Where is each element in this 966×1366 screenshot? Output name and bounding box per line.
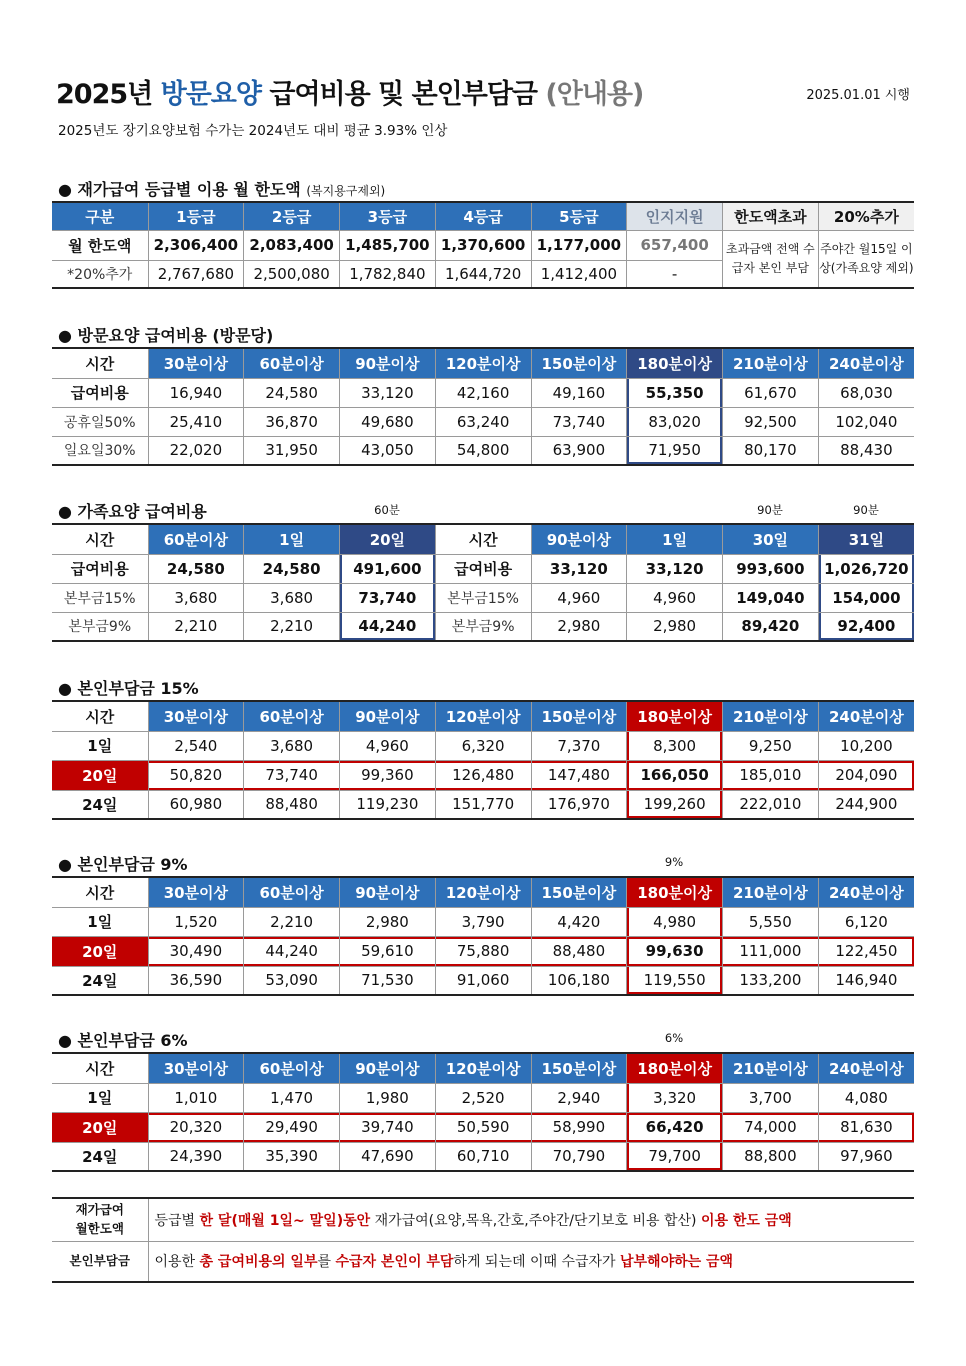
row-label: 24일 xyxy=(52,966,148,995)
header-cell: 3등급 xyxy=(340,202,436,230)
header-cell: 30분이상 xyxy=(148,877,244,907)
table-cell-selected: 92,400 xyxy=(818,612,914,641)
table-cell: 146,940 xyxy=(818,966,914,995)
table-cell-selected: 199,260 xyxy=(627,790,723,819)
section-note: (복지용구제외) xyxy=(306,184,386,198)
definitions-table xyxy=(52,1197,914,1283)
table-cell: 24,580 xyxy=(244,378,340,407)
header-cell: 구분 xyxy=(52,202,148,230)
table-cell: 1,782,840 xyxy=(340,260,436,288)
header-cell: 1일 xyxy=(627,524,723,554)
table-cell: 147,480 xyxy=(531,760,627,790)
header-cell-selected: 20일 xyxy=(340,524,436,554)
table-cell: 1,470 xyxy=(244,1083,340,1112)
table-row xyxy=(52,1142,914,1171)
header-cell: 120분이상 xyxy=(435,877,531,907)
table-cell: 39,740 xyxy=(340,1112,436,1142)
visit-cost-table xyxy=(52,347,914,466)
table-cell: 2,540 xyxy=(148,731,244,760)
header-cell-selected: 31일 xyxy=(818,524,914,554)
row-label: 1일 xyxy=(52,1083,148,1112)
table-cell: 73,740 xyxy=(531,407,627,436)
row-label: 공휴일50% xyxy=(52,407,148,436)
header-cell: 120분이상 xyxy=(435,1053,531,1083)
title-main: 급여비용 및 본인부담금 xyxy=(269,79,537,110)
family-care-table xyxy=(52,523,914,642)
table-cell: 126,480 xyxy=(435,760,531,790)
table-cell-selected: 8,300 xyxy=(627,731,723,760)
table-cell: 1,370,600 xyxy=(435,230,531,260)
table-cell: 4,960 xyxy=(627,583,723,612)
table-cell: 9,250 xyxy=(723,731,819,760)
row-label: 급여비용 xyxy=(52,378,148,407)
table-cell: 33,120 xyxy=(627,554,723,583)
header-cell: 시간 xyxy=(435,524,531,554)
table-cell: 24,390 xyxy=(148,1142,244,1171)
header-cell: 시간 xyxy=(52,348,148,378)
table-cell: 25,410 xyxy=(148,407,244,436)
table-cell: 35,390 xyxy=(244,1142,340,1171)
definition-emphasis: 이용 한도 금액 xyxy=(700,1212,792,1229)
header-cell: 30일 xyxy=(723,524,819,554)
row-label: 24일 xyxy=(52,790,148,819)
table-row xyxy=(52,554,914,583)
table-cell: 74,000 xyxy=(723,1112,819,1142)
table-cell-selected: 66,420 xyxy=(627,1112,723,1142)
table-cell: 4,960 xyxy=(340,731,436,760)
table-cell: - xyxy=(627,260,723,288)
row-label: 월 한도액 xyxy=(52,230,148,260)
table-cell: 2,306,400 xyxy=(148,230,244,260)
section-copay-6-title: ● 본인부담금 6% xyxy=(58,1031,188,1050)
header-cell-selected: 180분이상 xyxy=(627,701,723,731)
table-cell: 63,900 xyxy=(531,436,627,465)
table-row xyxy=(52,436,914,465)
header-cell: 90분이상 xyxy=(531,524,627,554)
table-cell: 102,040 xyxy=(818,407,914,436)
table-cell: 1,644,720 xyxy=(435,260,531,288)
table-cell: 4,960 xyxy=(531,583,627,612)
row-label: 1일 xyxy=(52,907,148,936)
title-year: 2025년 xyxy=(56,79,153,110)
row-label: 1일 xyxy=(52,731,148,760)
table-cell-selected: 1,026,720 xyxy=(818,554,914,583)
table-cell: 122,450 xyxy=(818,936,914,966)
table-cell: 111,000 xyxy=(723,936,819,966)
table-cell: 70,790 xyxy=(531,1142,627,1171)
subtitle: 2025년도 장기요양보험 수가는 2024년도 대비 평균 3.93% 인상 xyxy=(58,123,448,139)
row-label: 본부금9% xyxy=(52,612,148,641)
definition-emphasis: 납부해야하는 금액 xyxy=(620,1254,734,1271)
table-cell: 43,050 xyxy=(340,436,436,465)
header-cell: 20%추가 xyxy=(818,202,914,230)
section-copay-15-title: ● 본인부담금 15% xyxy=(58,679,199,698)
row-label: 일요일30% xyxy=(52,436,148,465)
table-header-row xyxy=(52,1053,914,1083)
header-cell: 210분이상 xyxy=(723,701,819,731)
add-20-desc: 주야간 월15일 이상(가족요양 제외) xyxy=(818,230,914,288)
definition-label-line: 재가급여 xyxy=(75,1202,124,1217)
table-cell: 29,490 xyxy=(244,1112,340,1142)
monthly-limit-table xyxy=(52,201,914,289)
table-cell: 106,180 xyxy=(531,966,627,995)
header-cell: 4등급 xyxy=(435,202,531,230)
definition-label-line: 월한도액 xyxy=(75,1220,124,1236)
table-cell-selected: 4,980 xyxy=(627,907,723,936)
table-cell: 5,550 xyxy=(723,907,819,936)
header-cell: 5등급 xyxy=(531,202,627,230)
header-cell-selected: 180분이상 xyxy=(627,877,723,907)
section-family-care-title: ● 가족요양 급여비용 xyxy=(58,502,207,521)
table-cell: 2,500,080 xyxy=(244,260,340,288)
table-row xyxy=(52,966,914,995)
table-cell-selected: 73,740 xyxy=(340,583,436,612)
note-90min-30day: 90분 xyxy=(757,503,783,517)
header-cell: 한도액초과 xyxy=(723,202,819,230)
table-cell: 33,120 xyxy=(531,554,627,583)
table-cell: 133,200 xyxy=(723,966,819,995)
header-cell: 120분이상 xyxy=(435,348,531,378)
table-cell: 222,010 xyxy=(723,790,819,819)
definition-label xyxy=(52,1198,148,1241)
table-cell: 1,980 xyxy=(340,1083,436,1112)
table-cell-selected: 79,700 xyxy=(627,1142,723,1171)
note-6pct: 6% xyxy=(664,1031,684,1045)
header-cell: 210분이상 xyxy=(723,348,819,378)
table-cell: 3,790 xyxy=(435,907,531,936)
table-cell: 49,160 xyxy=(531,378,627,407)
header-cell: 90분이상 xyxy=(340,701,436,731)
table-row xyxy=(52,407,914,436)
header-cell: 1일 xyxy=(244,524,340,554)
table-cell: 50,590 xyxy=(435,1112,531,1142)
row-label: 20일 xyxy=(52,936,148,966)
section-copay-9-title: ● 본인부담금 9% xyxy=(58,855,188,874)
table-cell: 22,020 xyxy=(148,436,244,465)
header-cell: 60분이상 xyxy=(244,701,340,731)
header-cell: 150분이상 xyxy=(531,877,627,907)
table-cell: 36,870 xyxy=(244,407,340,436)
row-label: 급여비용 xyxy=(52,554,148,583)
table-cell: 2,940 xyxy=(531,1083,627,1112)
table-cell-selected: 166,050 xyxy=(627,760,723,790)
table-row xyxy=(52,731,914,760)
table-cell: 47,690 xyxy=(340,1142,436,1171)
definition-part: 재가급여(요양,목욕,간호,주야간/단기보호 비용 합산) xyxy=(370,1212,701,1229)
table-cell: 2,210 xyxy=(244,612,340,641)
table-cell: 58,990 xyxy=(531,1112,627,1142)
table-cell: 33,120 xyxy=(340,378,436,407)
table-cell: 92,500 xyxy=(723,407,819,436)
header-cell-selected: 180분이상 xyxy=(627,1053,723,1083)
over-limit-desc: 초과금액 전액 수급자 본인 부담 xyxy=(723,230,819,288)
copay-9-table xyxy=(52,876,914,996)
definition-emphasis: 수급자 본인이 부담 xyxy=(335,1254,454,1271)
note-60min: 60분 xyxy=(374,503,400,517)
definition-part: 를 xyxy=(317,1254,336,1271)
header-cell: 240분이상 xyxy=(818,1053,914,1083)
definition-emphasis: 총 급여비용의 일부 xyxy=(199,1254,318,1271)
header-cell: 150분이상 xyxy=(531,701,627,731)
table-cell: 44,240 xyxy=(244,936,340,966)
header-cell: 60분이상 xyxy=(148,524,244,554)
effective-date: 2025.01.01 시행 xyxy=(806,88,910,103)
row-label: 20일 xyxy=(52,1112,148,1142)
table-cell-selected: 119,550 xyxy=(627,966,723,995)
header-cell: 210분이상 xyxy=(723,877,819,907)
row-label: 본부금9% xyxy=(435,612,531,641)
section-monthly-limit-title xyxy=(58,177,385,200)
row-label: 본부금15% xyxy=(435,583,531,612)
table-cell: 1,485,700 xyxy=(340,230,436,260)
table-header-row xyxy=(52,524,914,554)
table-cell: 42,160 xyxy=(435,378,531,407)
section-title-text: ● 재가급여 등급별 이용 월 한도액 xyxy=(58,180,301,199)
table-row-selected xyxy=(52,1112,914,1142)
table-cell-selected: 3,320 xyxy=(627,1083,723,1112)
table-cell: 3,680 xyxy=(244,583,340,612)
row-label: *20%추가 xyxy=(52,260,148,288)
table-cell: 50,820 xyxy=(148,760,244,790)
table-cell-selected: 154,000 xyxy=(818,583,914,612)
definition-part: 등급별 xyxy=(154,1212,200,1229)
header-cell: 2등급 xyxy=(244,202,340,230)
table-cell: 71,530 xyxy=(340,966,436,995)
header-cell: 30분이상 xyxy=(148,701,244,731)
table-cell: 2,980 xyxy=(340,907,436,936)
header-cell: 150분이상 xyxy=(531,348,627,378)
table-cell: 75,880 xyxy=(435,936,531,966)
header-cell: 150분이상 xyxy=(531,1053,627,1083)
definition-emphasis: 한 달(매월 1일~ 말일)동안 xyxy=(199,1212,371,1229)
table-row xyxy=(52,583,914,612)
table-cell: 2,210 xyxy=(244,907,340,936)
header-cell: 시간 xyxy=(52,524,148,554)
table-cell: 176,970 xyxy=(531,790,627,819)
table-cell: 49,680 xyxy=(340,407,436,436)
definition-label: 본인부담금 xyxy=(52,1241,148,1282)
table-cell: 60,710 xyxy=(435,1142,531,1171)
table-cell: 7,370 xyxy=(531,731,627,760)
table-row xyxy=(52,378,914,407)
table-cell: 81,630 xyxy=(818,1112,914,1142)
table-cell: 88,480 xyxy=(244,790,340,819)
table-cell: 24,580 xyxy=(148,554,244,583)
definition-part: 하게 되는데 이때 수급자가 xyxy=(453,1254,620,1271)
table-cell: 53,090 xyxy=(244,966,340,995)
copay-6-table xyxy=(52,1052,914,1172)
header-cell: 시간 xyxy=(52,877,148,907)
header-cell: 210분이상 xyxy=(723,1053,819,1083)
header-cell: 60분이상 xyxy=(244,1053,340,1083)
header-cell: 30분이상 xyxy=(148,1053,244,1083)
table-cell: 63,240 xyxy=(435,407,531,436)
definition-text xyxy=(148,1241,914,1282)
table-cell-selected: 44,240 xyxy=(340,612,436,641)
table-row-selected xyxy=(52,760,914,790)
table-cell: 185,010 xyxy=(723,760,819,790)
table-cell: 119,230 xyxy=(340,790,436,819)
table-header-row xyxy=(52,202,914,230)
table-cell: 31,950 xyxy=(244,436,340,465)
table-cell: 3,680 xyxy=(148,583,244,612)
row-label: 급여비용 xyxy=(435,554,531,583)
table-cell: 244,900 xyxy=(818,790,914,819)
table-cell: 2,980 xyxy=(627,612,723,641)
header-cell: 90분이상 xyxy=(340,348,436,378)
table-cell: 4,080 xyxy=(818,1083,914,1112)
table-cell: 30,490 xyxy=(148,936,244,966)
table-cell: 149,040 xyxy=(723,583,819,612)
header-cell: 60분이상 xyxy=(244,348,340,378)
table-cell: 97,960 xyxy=(818,1142,914,1171)
table-cell-selected: 491,600 xyxy=(340,554,436,583)
title-highlight: 방문요양 xyxy=(160,79,261,110)
table-cell: 91,060 xyxy=(435,966,531,995)
table-cell: 3,680 xyxy=(244,731,340,760)
table-header-row xyxy=(52,348,914,378)
header-cell: 90분이상 xyxy=(340,1053,436,1083)
table-cell: 54,800 xyxy=(435,436,531,465)
table-cell: 2,083,400 xyxy=(244,230,340,260)
table-cell: 60,980 xyxy=(148,790,244,819)
table-cell: 204,090 xyxy=(818,760,914,790)
row-label: 24일 xyxy=(52,1142,148,1171)
page-title xyxy=(56,72,643,111)
header-cell: 90분이상 xyxy=(340,877,436,907)
definition-text xyxy=(148,1198,914,1241)
table-cell: 6,320 xyxy=(435,731,531,760)
table-cell-selected: 99,630 xyxy=(627,936,723,966)
table-cell: 4,420 xyxy=(531,907,627,936)
table-row xyxy=(52,612,914,641)
table-cell: 1,520 xyxy=(148,907,244,936)
table-cell: 80,170 xyxy=(723,436,819,465)
table-cell: 88,430 xyxy=(818,436,914,465)
table-header-row xyxy=(52,701,914,731)
table-cell: 151,770 xyxy=(435,790,531,819)
note-90min-31day: 90분 xyxy=(853,503,879,517)
table-cell: 88,800 xyxy=(723,1142,819,1171)
note-9pct: 9% xyxy=(664,855,684,869)
definition-row xyxy=(52,1241,914,1282)
table-row xyxy=(52,230,914,260)
header-cell: 240분이상 xyxy=(818,877,914,907)
table-cell: 68,030 xyxy=(818,378,914,407)
table-row xyxy=(52,907,914,936)
header-cell: 240분이상 xyxy=(818,348,914,378)
table-cell: 73,740 xyxy=(244,760,340,790)
table-cell: 2,980 xyxy=(531,612,627,641)
table-cell: 89,420 xyxy=(723,612,819,641)
definition-row xyxy=(52,1198,914,1241)
table-cell: 2,767,680 xyxy=(148,260,244,288)
table-cell: 1,177,000 xyxy=(531,230,627,260)
header-cell: 60분이상 xyxy=(244,877,340,907)
row-label: 본부금15% xyxy=(52,583,148,612)
table-row-selected xyxy=(52,936,914,966)
row-label: 20일 xyxy=(52,760,148,790)
header-cell: 30분이상 xyxy=(148,348,244,378)
header-cell: 240분이상 xyxy=(818,701,914,731)
table-header-row xyxy=(52,877,914,907)
header-cell: 인지지원 xyxy=(627,202,723,230)
table-cell: 24,580 xyxy=(244,554,340,583)
table-row xyxy=(52,790,914,819)
table-cell: 993,600 xyxy=(723,554,819,583)
definition-part: 이용한 xyxy=(154,1254,200,1271)
header-cell: 120분이상 xyxy=(435,701,531,731)
table-cell-selected: 55,350 xyxy=(627,378,723,407)
table-cell: 88,480 xyxy=(531,936,627,966)
table-cell: 2,520 xyxy=(435,1083,531,1112)
header-cell: 시간 xyxy=(52,701,148,731)
table-cell-selected: 83,020 xyxy=(627,407,723,436)
table-cell: 1,412,400 xyxy=(531,260,627,288)
table-cell: 1,010 xyxy=(148,1083,244,1112)
table-cell: 657,400 xyxy=(627,230,723,260)
header-cell: 시간 xyxy=(52,1053,148,1083)
table-cell: 61,670 xyxy=(723,378,819,407)
section-visit-cost-title: ● 방문요양 급여비용 (방문당) xyxy=(58,326,274,345)
table-cell-selected: 71,950 xyxy=(627,436,723,465)
header-cell-selected: 180분이상 xyxy=(627,348,723,378)
table-cell: 59,610 xyxy=(340,936,436,966)
table-cell: 36,590 xyxy=(148,966,244,995)
table-cell: 3,700 xyxy=(723,1083,819,1112)
table-cell: 10,200 xyxy=(818,731,914,760)
table-cell: 16,940 xyxy=(148,378,244,407)
table-cell: 99,360 xyxy=(340,760,436,790)
header-cell: 1등급 xyxy=(148,202,244,230)
table-cell: 20,320 xyxy=(148,1112,244,1142)
table-row xyxy=(52,1083,914,1112)
copay-15-table xyxy=(52,700,914,820)
title-suffix: (안내용) xyxy=(545,79,644,110)
table-cell: 2,210 xyxy=(148,612,244,641)
table-cell: 6,120 xyxy=(818,907,914,936)
